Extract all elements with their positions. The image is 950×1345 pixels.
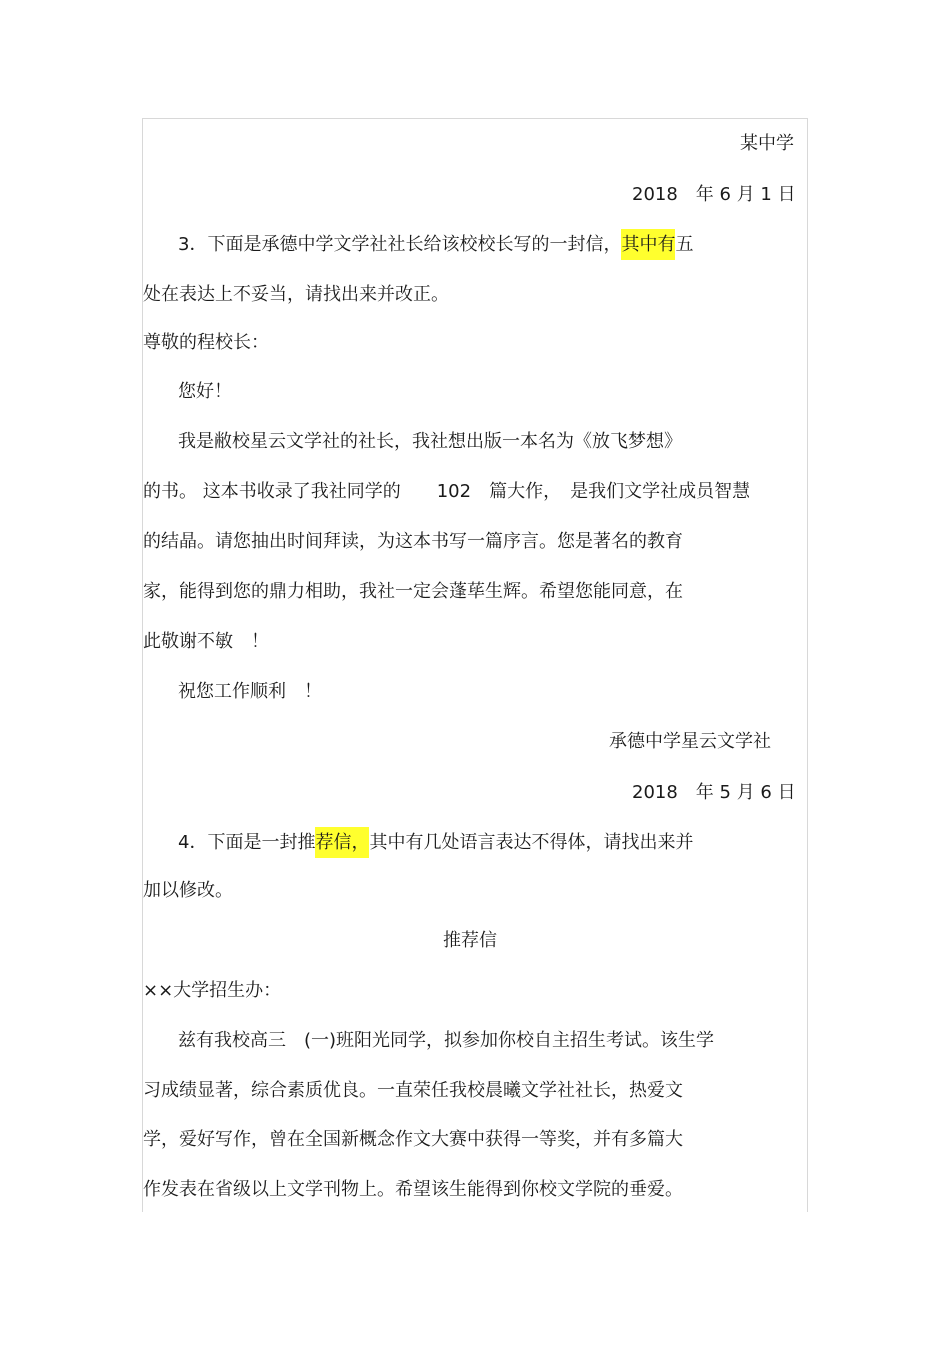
q4-body-line1: 兹有我校高三 (一)班阳光同学，拟参加你校自主招生考试。该生学 [178,1030,715,1051]
q4-highlighted-text: 荐信， [315,827,369,858]
q3-highlighted-text: 其中有 [621,229,675,260]
q3-body-line4: 家，能得到您的鼎力相助，我社一定会蓬荜生辉。希望您能同意，在 [143,581,683,602]
prev-letter-date: 2018 年 6 月 1 日 [632,184,796,205]
q3-prompt-text-b: 五 [675,234,694,255]
q4-letter-title: 推荐信 [443,930,497,951]
q3-salutation: 尊敬的程校长： [143,332,269,353]
q4-prompt-text-a: 4．下面是一封推 [178,832,316,853]
q4-body-line4: 作发表在省级以上文学刊物上。希望该生能得到你校文学院的垂爱。 [143,1179,683,1200]
q3-signature: 承德中学星云文学社 [609,731,771,752]
q4-body-line2: 习成绩显著，综合素质优良。一直荣任我校晨曦文学社社长，热爱文 [143,1080,683,1101]
q4-body-line3: 学，爱好写作，曾在全国新概念作文大赛中获得一等奖，并有多篇大 [143,1129,683,1150]
q3-prompt-line1 [178,232,693,258]
q3-greeting: 您好！ [178,381,232,402]
q3-prompt-line2: 处在表达上不妥当，请找出来并改正。 [143,284,449,305]
q3-body-line5: 此敬谢不敏 ！ [143,631,269,652]
page-frame-top [142,118,808,119]
q3-date: 2018 年 5 月 6 日 [632,782,796,803]
q3-prompt-text-a: 3．下面是承德中学文学社社长给该校校长写的一封信， [178,234,622,255]
q4-salutation: ××大学招生办： [143,980,282,1001]
q3-body-line1: 我是敝校星云文学社的社长，我社想出版一本名为《放飞梦想》 [178,431,682,452]
q4-prompt-line2: 加以修改。 [143,880,233,901]
q4-prompt-text-b: 其中有几处语言表达不得体，请找出来并 [369,832,694,853]
q3-closing: 祝您工作顺利 ！ [178,681,322,702]
q4-prompt-line1 [178,830,693,856]
q3-body-line3: 的结晶。请您抽出时间拜读，为这本书写一篇序言。您是著名的教育 [143,531,683,552]
page-frame-right [807,118,808,1212]
q3-body-line2: 的书。 这本书收录了我社同学的 102 篇大作， 是我们文学社成员智慧 [143,481,751,502]
prev-letter-signature: 某中学 [740,133,794,154]
